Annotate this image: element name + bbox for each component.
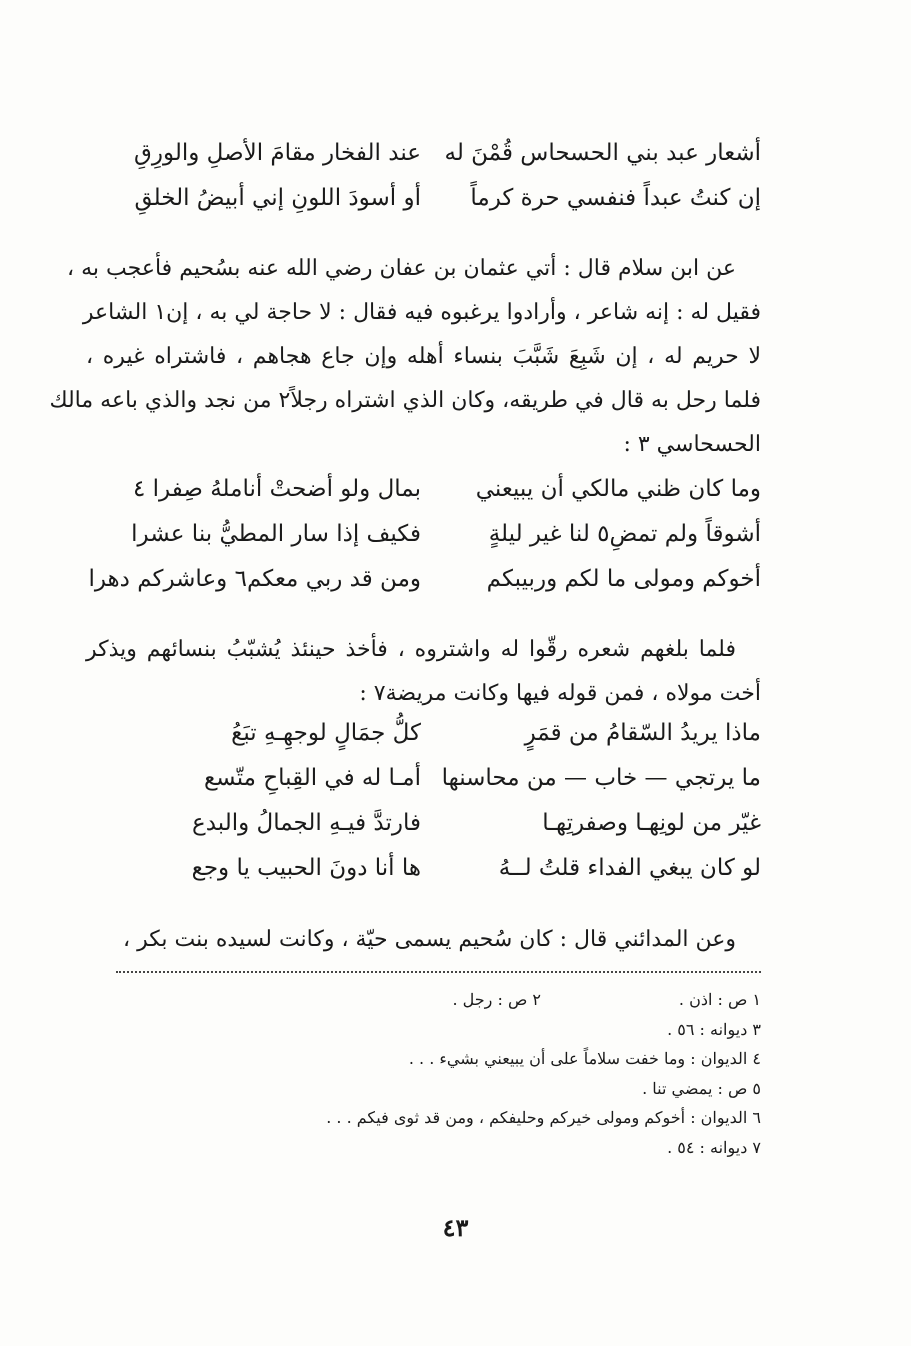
verse-hemistich-first: غيّر من لونِهـا وصفرتِهـا	[542, 810, 761, 836]
prose-line: أخت مولاه ، فمن قوله فيها وكانت مريضة٧ :	[359, 681, 761, 706]
verse-hemistich-first: ما يرتجي — خاب — من محاسنها	[441, 765, 761, 791]
verse-group-3	[121, 720, 761, 900]
verse-group-1	[121, 140, 761, 230]
prose-line: فلما رحل به قال في طريقه، وكان الذي اشتراه رجلاً٢ من نجد والذي باعه مالك	[49, 388, 761, 413]
footnote: ١ ص : اذن .	[678, 990, 761, 1009]
footnote-line	[116, 1103, 761, 1133]
footnote: ٤ الديوان : وما خفت سلاماً على أن يبيعني بشيء . . .	[408, 1049, 761, 1068]
page-number: ٤٣	[442, 1213, 469, 1242]
verse-hemistich-first: ماذا يريدُ السّقامُ من قمَرٍ	[524, 720, 761, 746]
verse-hemistich-second: ها أنا دونَ الحبيب يا وجع	[191, 855, 421, 881]
footnote: ٦ الديوان : أخوكم ومولى خيركم وحليفكم ، ومن قد ثوى فيكم . . .	[326, 1108, 761, 1127]
prose-paragraph-2	[86, 628, 761, 716]
prose-line: لا حريم له ، إن شَبِعَ شَبَّبَ بنساء أهله وإن جاع هجاهم ، فاشتراه غيره ،	[86, 344, 761, 369]
verse-group-2	[88, 476, 761, 611]
prose-line: فلما بلغهم شعره رقّوا له واشتروه ، فأخذ حينئذ يُشبّبُ بنسائهم ويذكر	[86, 637, 736, 662]
verse-hemistich-second: كلُّ جمَالٍ لوجهِـهِ تبَعُ	[231, 720, 421, 746]
footnotes	[116, 985, 761, 1162]
verse-line	[121, 140, 761, 185]
footnote-divider	[116, 971, 761, 973]
prose-line: فقيل له : إنه شاعر ، وأرادوا يرغبوه فيه فقال : لا حاجة لي به ، إن١ الشاعر	[82, 300, 761, 325]
footnote: ٥ ص : يمضي تنا .	[642, 1078, 761, 1098]
verse-line	[121, 765, 761, 810]
footnote: ٧ ديوانه : ٥٤ .	[667, 1137, 761, 1157]
verse-hemistich-second: بمال ولو أضحتْ أناملهُ صِفرا ٤	[133, 476, 421, 502]
prose-line: وعن المدائني قال : كان سُحيم يسمى حيّة ، وكانت لسيده بنت بكر ،	[123, 927, 736, 952]
verse-hemistich-first: وما كان ظني مالكي أن يبيعني	[475, 476, 761, 502]
verse-line	[121, 810, 761, 855]
prose-line: الحسحاسي ٣ :	[623, 432, 761, 457]
verse-hemistich-first: أشوقاً ولم تمضِ٥ لنا غير ليلةٍ	[488, 521, 761, 547]
footnote-line	[116, 1044, 761, 1074]
verse-line	[121, 521, 761, 566]
verse-line	[121, 720, 761, 765]
verse-hemistich-second: فكيف إذا سار المطيُّ بنا عشرا	[131, 521, 421, 547]
verse-line	[121, 855, 761, 900]
prose-line: عن ابن سلام قال : أتي عثمان بن عفان رضي الله عنه بسُحيم فأعجب به ،	[67, 256, 736, 281]
verse-hemistich-second: عند الفخار مقامَ الأصلِ والورِقِ	[134, 140, 421, 166]
verse-hemistich-second: ومن قد ربي معكم٦ وعاشركم دهرا	[88, 566, 421, 592]
footnote-line	[116, 1015, 761, 1045]
prose-paragraph-3	[86, 918, 761, 962]
verse-hemistich-second: فارتدَّ فيـهِ الجمالُ والبدع	[191, 810, 421, 836]
verse-line	[121, 476, 761, 521]
footnote: ٢ ص : رجل .	[452, 990, 541, 1009]
verse-line	[88, 566, 761, 611]
verse-hemistich-first: لو كان يبغي الفداء قلتُ لــهُ	[498, 855, 761, 881]
verse-hemistich-second: أمـا له في القِباحِ متّسع	[203, 765, 421, 791]
verse-hemistich-second: أو أسودَ اللونِ إني أبيضُ الخلقِ	[134, 185, 421, 211]
verse-hemistich-first: أخوكم ومولى ما لكم وربيبكم	[486, 566, 761, 592]
footnote-line	[116, 1074, 761, 1104]
verse-hemistich-first: أشعار عبد بني الحسحاس قُمْنَ له	[444, 140, 761, 166]
footnote-line	[116, 985, 761, 1015]
verse-line	[121, 185, 761, 230]
footnote: ٣ ديوانه : ٥٦ .	[667, 1019, 761, 1039]
prose-paragraph-1	[49, 247, 761, 467]
footnote-line	[116, 1133, 761, 1163]
verse-hemistich-first: إن كنتُ عبداً فنفسي حرة كرماً	[470, 185, 761, 211]
